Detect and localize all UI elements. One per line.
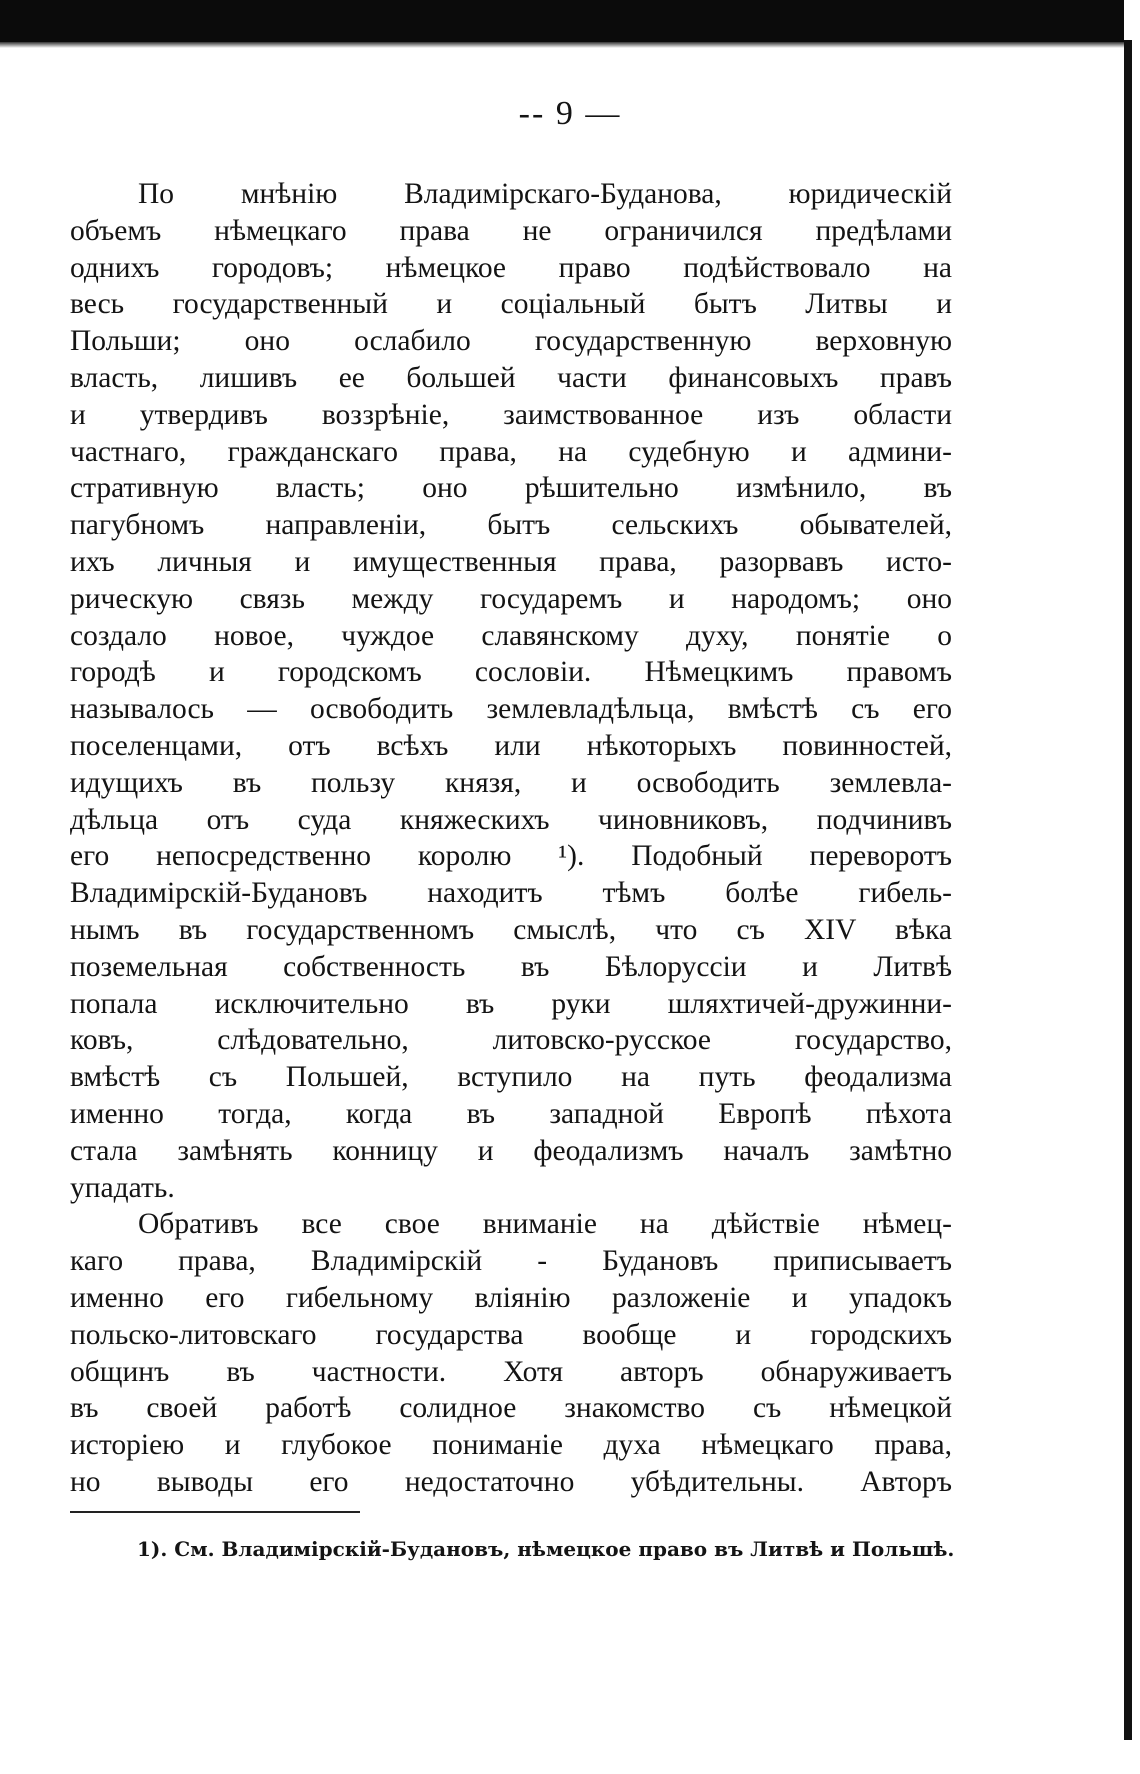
text-line: попала исключительно въ руки шляхтичей-дружинни- bbox=[70, 987, 952, 1020]
text-line: Польши; оно ослабило государственную верховную bbox=[70, 325, 952, 358]
footnote-divider bbox=[70, 1511, 360, 1513]
body-text bbox=[70, 176, 952, 1501]
scan-top-edge bbox=[0, 0, 1140, 42]
text-line: стала замѣнять конницу и феодализмъ началъ замѣтно bbox=[70, 1134, 952, 1167]
text-line: именно его гибельному вліянію разложеніе и упадокъ bbox=[70, 1281, 952, 1314]
text-line: называлось — освободить землевладѣльца, вмѣстѣ съ его bbox=[70, 693, 952, 726]
text-line: его непосредственно королю ¹). Подобный переворотъ bbox=[70, 840, 952, 873]
text-line: вмѣстѣ съ Польшей, вступило на путь феодализма bbox=[70, 1061, 952, 1094]
text-line: однихъ городовъ; нѣмецкое право подѣйствовало на bbox=[70, 251, 952, 284]
text-line: упадать. bbox=[70, 1171, 175, 1204]
footnote: 1). См. Владимірскій-Будановъ, нѣмецкое право въ Литвѣ и Польшѣ. bbox=[137, 1537, 955, 1561]
text-line: ихъ личныя и имущественныя права, разорвавъ исто- bbox=[70, 545, 952, 578]
text-line: городѣ и городскомъ сословіи. Нѣмецкимъ правомъ bbox=[70, 656, 952, 689]
text-line: поселенцами, отъ всѣхъ или нѣкоторыхъ повинностей, bbox=[70, 729, 952, 762]
text-line: въ своей работѣ солидное знакомство съ нѣмецкой bbox=[70, 1392, 952, 1425]
text-line: частнаго, гражданскаго права, на судебную и админи- bbox=[70, 435, 952, 468]
text-line: но выводы его недостаточно убѣдительны. Авторъ bbox=[70, 1465, 952, 1498]
text-line: исторіею и глубокое пониманіе духа нѣмецкаго права, bbox=[70, 1429, 952, 1462]
text-line: власть, лишивъ ее большей части финансовыхъ правъ bbox=[70, 361, 952, 394]
text-line: и утвердивъ воззрѣніе, заимствованное изъ области bbox=[70, 398, 952, 431]
text-line: поземельная собственность въ Бѣлоруссіи и Литвѣ bbox=[70, 950, 952, 983]
scan-top-shadow bbox=[0, 42, 1140, 48]
text-line: польско-литовскаго государства вообще и городскихъ bbox=[70, 1318, 952, 1351]
text-line: стративную власть; оно рѣшительно измѣнило, въ bbox=[70, 472, 952, 505]
text-line: Владимірскій-Будановъ находитъ тѣмъ болѣе гибель- bbox=[70, 877, 952, 910]
text-line: рическую связь между государемъ и народомъ; оно bbox=[70, 582, 952, 615]
text-line: пагубномъ направленіи, бытъ сельскихъ обывателей, bbox=[70, 509, 952, 542]
text-line: дѣльца отъ суда княжескихъ чиновниковъ, подчинивъ bbox=[70, 803, 952, 836]
text-line: именно тогда, когда въ западной Европѣ пѣхота bbox=[70, 1097, 952, 1130]
text-line: идущихъ въ пользу князя, и освободить землевла- bbox=[70, 766, 952, 799]
text-line: Обративъ все свое вниманіе на дѣйствіе нѣмец- bbox=[138, 1208, 952, 1241]
text-line: общинъ въ частности. Хотя авторъ обнаруживаетъ bbox=[70, 1355, 952, 1388]
page-number: -- 9 — bbox=[518, 95, 622, 132]
text-line: создало новое, чуждое славянскому духу, понятіе о bbox=[70, 619, 952, 652]
text-line: объемъ нѣмецкаго права не ограничился предѣлами bbox=[70, 214, 952, 247]
text-line: По мнѣнію Владимірскаго-Буданова, юридическій bbox=[138, 178, 952, 210]
text-line: ковъ, слѣдовательно, литовско-русское государство, bbox=[70, 1024, 952, 1057]
text-line: нымъ въ государственномъ смыслѣ, что съ XIV вѣка bbox=[70, 913, 952, 946]
text-line: весь государственный и соціальный бытъ Литвы и bbox=[70, 288, 952, 321]
text-line: каго права, Владимірскій - Будановъ приписываетъ bbox=[70, 1245, 952, 1278]
scan-right-edge bbox=[1124, 40, 1132, 1740]
